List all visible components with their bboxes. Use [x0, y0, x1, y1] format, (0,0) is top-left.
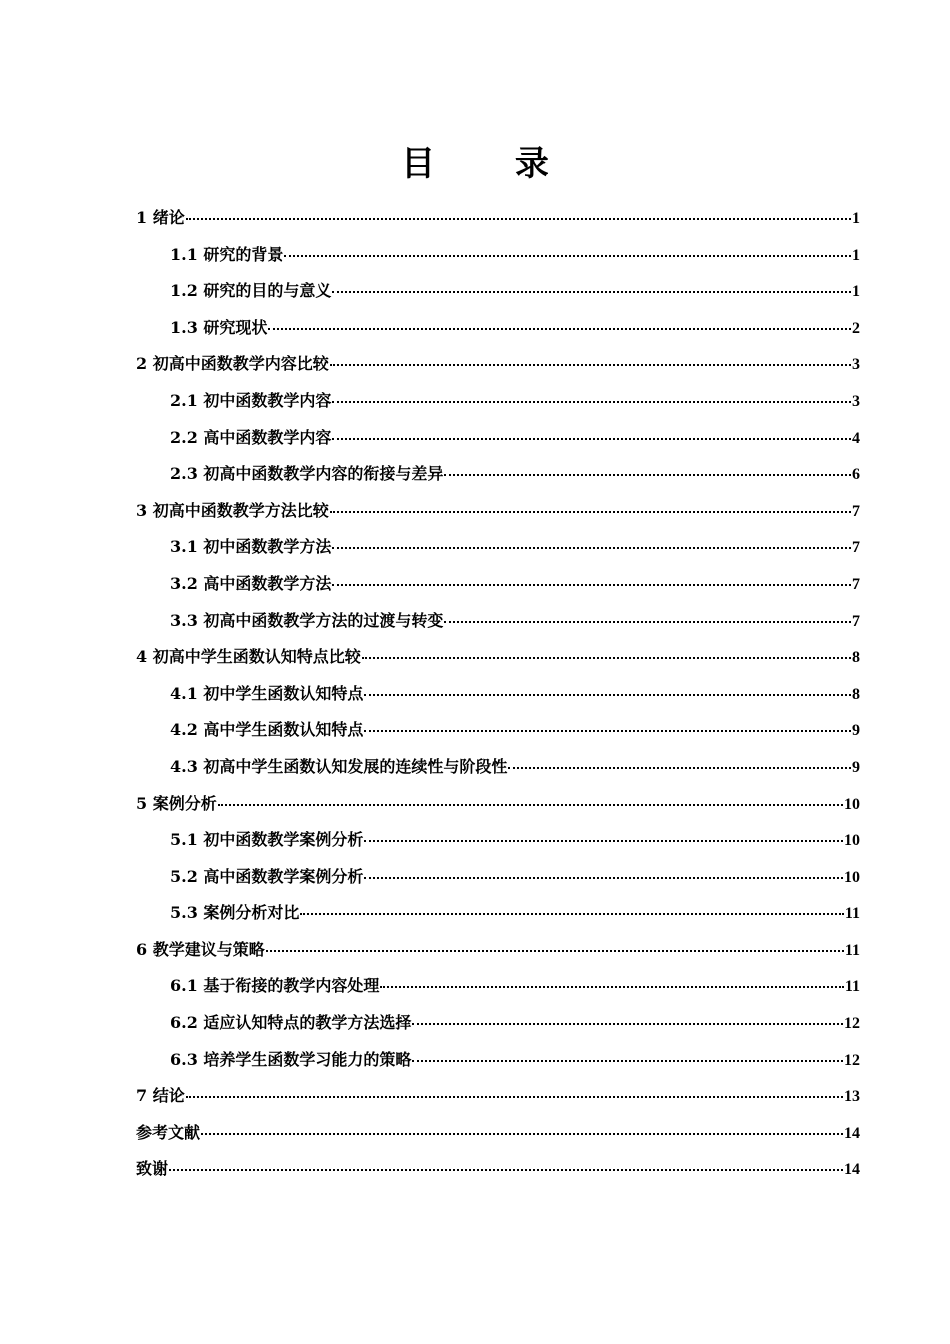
toc-dot-leader — [201, 1132, 843, 1135]
toc-entry[interactable] — [136, 749, 860, 786]
toc-entry[interactable] — [136, 932, 860, 969]
toc-entry[interactable] — [136, 237, 860, 274]
toc-entry-label: 7 结论 — [136, 1086, 185, 1106]
toc-entry-page-number: 11 — [844, 978, 860, 996]
toc-entry[interactable] — [136, 566, 860, 603]
toc-entry-label: 2.3 初高中函数教学内容的衔接与差异 — [170, 464, 444, 484]
toc-dot-leader — [186, 1095, 843, 1098]
toc-entry-label: 3.3 初高中函数教学方法的过渡与转变 — [170, 610, 444, 630]
toc-dot-leader — [332, 400, 851, 403]
toc-entry-page-number: 8 — [852, 685, 860, 703]
toc-entry-label: 参考文献 — [136, 1122, 201, 1142]
toc-entry-page-number: 8 — [852, 649, 860, 667]
toc-entry-page-number: 7 — [852, 539, 860, 557]
toc-entry-label: 5 案例分析 — [136, 793, 217, 813]
toc-entry[interactable] — [136, 676, 860, 713]
toc-entry-page-number: 1 — [852, 283, 860, 301]
toc-dot-leader — [330, 510, 851, 513]
toc-entry-page-number: 12 — [844, 1051, 860, 1069]
toc-list — [136, 200, 860, 1188]
toc-entry-label: 1.3 研究现状 — [170, 317, 268, 337]
toc-title: 目 录 — [401, 144, 583, 184]
toc-entry[interactable] — [136, 529, 860, 566]
toc-entry-label: 6.1 基于衔接的教学内容处理 — [170, 976, 380, 996]
toc-entry-page-number: 10 — [844, 795, 860, 813]
toc-entry-label: 5.1 初中函数教学案例分析 — [170, 830, 364, 850]
toc-dot-leader — [332, 583, 851, 586]
toc-entry-label: 4.1 初中学生函数认知特点 — [170, 683, 364, 703]
toc-dot-leader — [412, 1022, 843, 1025]
toc-entry-page-number: 12 — [844, 1015, 860, 1033]
toc-entry-page-number: 2 — [852, 319, 860, 337]
toc-dot-leader — [332, 437, 851, 440]
toc-entry-page-number: 11 — [844, 941, 860, 959]
toc-entry[interactable] — [136, 712, 860, 749]
toc-entry-page-number: 11 — [844, 905, 860, 923]
toc-dot-leader — [508, 766, 851, 769]
toc-entry[interactable] — [136, 346, 860, 383]
toc-entry-label: 3.1 初中函数教学方法 — [170, 537, 332, 557]
toc-entry-label: 6.3 培养学生函数学习能力的策略 — [170, 1049, 412, 1069]
toc-entry-page-number: 7 — [852, 612, 860, 630]
toc-entry[interactable] — [136, 1151, 860, 1188]
toc-entry[interactable] — [136, 968, 860, 1005]
toc-entry[interactable] — [136, 786, 860, 823]
toc-entry-label: 5.3 案例分析对比 — [170, 903, 300, 923]
toc-entry-label: 1 绪论 — [136, 208, 185, 227]
toc-dot-leader — [330, 363, 851, 366]
toc-dot-leader — [412, 1059, 843, 1062]
toc-entry-page-number: 9 — [852, 758, 860, 776]
toc-entry-label: 1.2 研究的目的与意义 — [170, 281, 332, 301]
toc-entry[interactable] — [136, 1078, 860, 1115]
toc-dot-leader — [364, 839, 843, 842]
toc-entry-page-number: 9 — [852, 722, 860, 740]
toc-dot-leader — [362, 656, 851, 659]
toc-dot-leader — [364, 876, 843, 879]
toc-entry[interactable] — [136, 273, 860, 310]
toc-entry-label: 2.2 高中函数教学内容 — [170, 427, 332, 447]
toc-entry-label: 1.1 研究的背景 — [170, 244, 284, 264]
toc-entry[interactable] — [136, 822, 860, 859]
toc-entry[interactable] — [136, 859, 860, 896]
toc-entry[interactable] — [136, 456, 860, 493]
toc-entry-page-number: 6 — [852, 466, 860, 484]
toc-dot-leader — [332, 546, 851, 549]
toc-entry-label: 4.3 初高中学生函数认知发展的连续性与阶段性 — [170, 756, 508, 776]
toc-dot-leader — [364, 729, 851, 732]
toc-entry-page-number: 1 — [852, 246, 860, 264]
toc-entry[interactable] — [136, 1115, 860, 1152]
toc-entry-page-number: 10 — [844, 868, 860, 886]
toc-entry-page-number: 14 — [844, 1161, 860, 1179]
toc-entry-label: 3.2 高中函数教学方法 — [170, 573, 332, 593]
toc-dot-leader — [186, 217, 851, 220]
toc-entry[interactable] — [136, 1042, 860, 1079]
toc-entry-page-number: 7 — [852, 575, 860, 593]
toc-entry-page-number: 14 — [844, 1124, 860, 1142]
toc-entry[interactable] — [136, 1005, 860, 1042]
toc-dot-leader — [332, 290, 851, 293]
toc-dot-leader — [169, 1168, 843, 1171]
toc-entry[interactable] — [136, 200, 860, 237]
toc-entry-label: 2 初高中函数教学内容比较 — [136, 354, 329, 374]
toc-entry-page-number: 13 — [844, 1088, 860, 1106]
toc-entry-label: 6 教学建议与策略 — [136, 939, 265, 959]
toc-entry[interactable] — [136, 383, 860, 420]
toc-entry[interactable] — [136, 603, 860, 640]
toc-entry-page-number: 7 — [852, 502, 860, 520]
toc-entry-label: 4 初高中学生函数认知特点比较 — [136, 647, 361, 667]
toc-entry[interactable] — [136, 493, 860, 530]
toc-entry-page-number: 4 — [852, 429, 860, 447]
toc-dot-leader — [300, 912, 843, 915]
toc-entry-label: 4.2 高中学生函数认知特点 — [170, 720, 364, 740]
toc-dot-leader — [266, 949, 844, 952]
toc-entry-page-number: 10 — [844, 832, 860, 850]
toc-entry-page-number: 3 — [852, 392, 860, 410]
toc-dot-leader — [268, 327, 851, 330]
toc-entry[interactable] — [136, 639, 860, 676]
toc-entry-label: 5.2 高中函数教学案例分析 — [170, 866, 364, 886]
toc-entry-page-number: 3 — [852, 356, 860, 374]
toc-dot-leader — [380, 985, 843, 988]
toc-entry[interactable] — [136, 895, 860, 932]
toc-dot-leader — [218, 803, 843, 806]
toc-dot-leader — [444, 473, 851, 476]
toc-dot-leader — [284, 254, 851, 257]
toc-entry-label: 3 初高中函数教学方法比较 — [136, 500, 329, 520]
toc-entry-label: 致谢 — [136, 1159, 169, 1179]
toc-entry-label: 2.1 初中函数教学内容 — [170, 390, 332, 410]
toc-entry[interactable] — [136, 310, 860, 347]
toc-dot-leader — [444, 620, 851, 623]
toc-entry[interactable] — [136, 420, 860, 457]
toc-entry-page-number: 1 — [852, 210, 860, 227]
toc-entry-label: 6.2 适应认知特点的教学方法选择 — [170, 1013, 412, 1033]
toc-dot-leader — [364, 693, 851, 696]
